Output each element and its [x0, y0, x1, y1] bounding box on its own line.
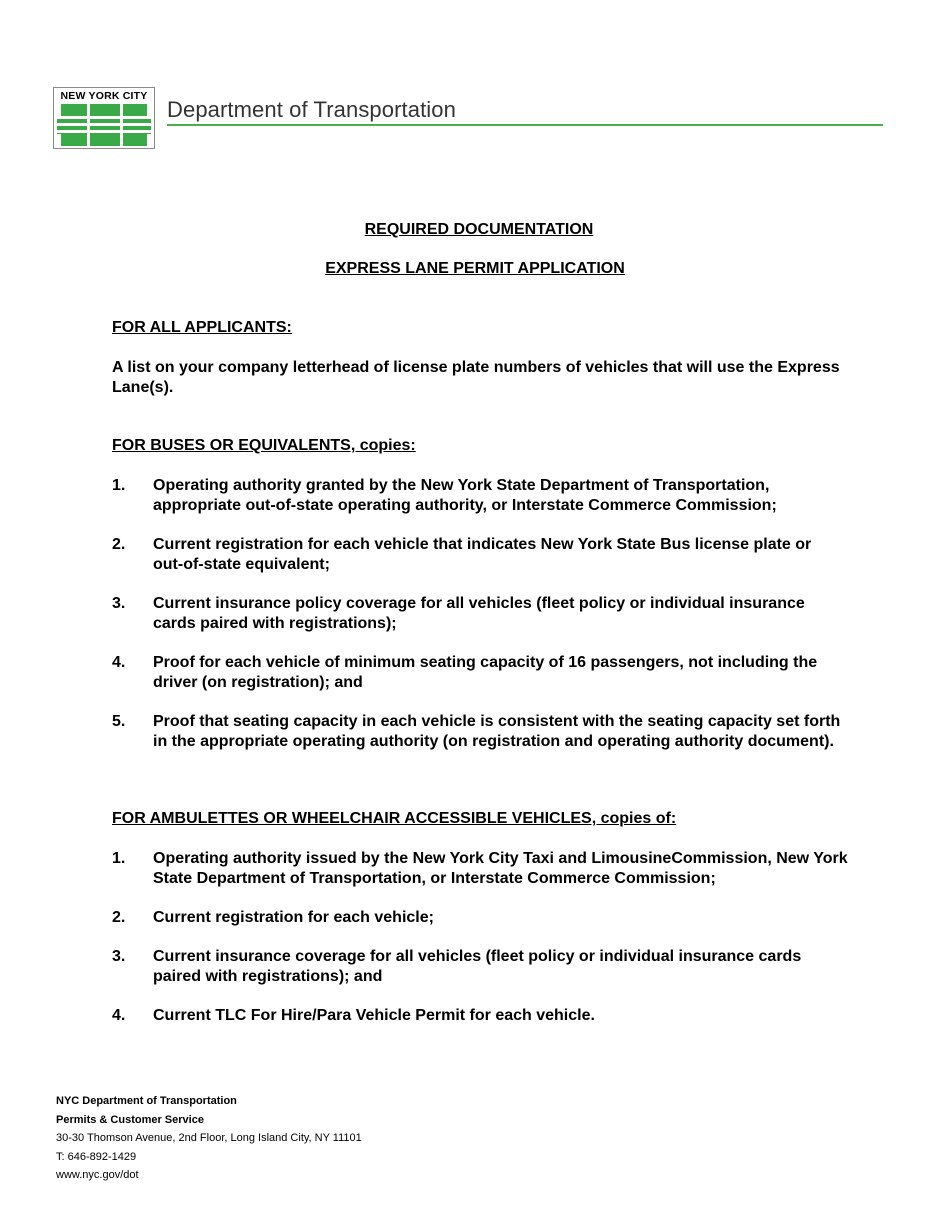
letterhead: [53, 87, 883, 151]
list-item-text: Operating authority granted by the New York State Department of Transportation, appropriate out-of-state operating authority, or Interstate Commerce Commission;: [153, 477, 777, 514]
footer-address: 30-30 Thomson Avenue, 2nd Floor, Long Island City, NY 11101: [56, 1132, 362, 1144]
list-item-number: 2.: [112, 909, 126, 926]
department-name: Department of Transportation: [167, 97, 456, 122]
dot-logo-mark-icon: [57, 104, 151, 146]
list-item-number: 1.: [112, 850, 126, 867]
footer-org: NYC Department of Transportation: [56, 1095, 237, 1107]
logo-text: NEW YORK CITY: [60, 90, 148, 102]
list-item-text: Current registration for each vehicle;: [153, 909, 434, 926]
document-title: REQUIRED DOCUMENTATION: [364, 221, 594, 238]
list-item-number: 4.: [112, 654, 126, 671]
list-item-number: 3.: [112, 948, 126, 965]
list-item-text: Proof that seating capacity in each vehicle is consistent with the seating capacity set forth in the appropriate operating authority (on registration and operating authority document).: [153, 713, 841, 750]
all-applicants-heading: FOR ALL APPLICANTS:: [112, 319, 292, 336]
footer-website: www.nyc.gov/dot: [56, 1169, 139, 1181]
list-item-text: Proof for each vehicle of minimum seating capacity of 16 passengers, not including the driver (on registration); and: [153, 654, 818, 691]
ambulettes-heading: FOR AMBULETTES OR WHEELCHAIR ACCESSIBLE VEHICLES, copies of:: [112, 810, 677, 827]
document-subtitle: EXPRESS LANE PERMIT APPLICATION: [325, 260, 625, 277]
list-item-number: 4.: [112, 1007, 126, 1024]
list-item-number: 5.: [112, 713, 126, 730]
list-item-number: 1.: [112, 477, 126, 494]
header-divider: [167, 124, 883, 126]
nyc-dot-logo: [53, 87, 155, 149]
list-item-text: Current insurance coverage for all vehicles (fleet policy or individual insurance cards paired with registrations); and: [153, 948, 802, 985]
buses-heading: FOR BUSES OR EQUIVALENTS, copies:: [112, 437, 416, 454]
list-item-text: Current insurance policy coverage for all vehicles (fleet policy or individual insurance cards paired with registrations);: [153, 595, 805, 632]
footer-phone: T: 646-892-1429: [56, 1150, 137, 1163]
list-item-text: Current registration for each vehicle that indicates New York State Bus license plate or out-of-state equivalent;: [153, 536, 812, 573]
footer-unit: Permits & Customer Service: [56, 1113, 204, 1126]
list-item-text: Current TLC For Hire/Para Vehicle Permit for each vehicle.: [153, 1007, 595, 1024]
list-item-number: 3.: [112, 595, 126, 612]
list-item-number: 2.: [112, 536, 126, 553]
footer-contact: [56, 1092, 362, 1185]
all-applicants-text: A list on your company letterhead of license plate numbers of vehicles that will use the Express Lane(s).: [112, 359, 840, 396]
list-item-text: Operating authority issued by the New York City Taxi and LimousineCommission, New York State Department of Transportation, or Interstate Commerce Commission;: [153, 850, 848, 887]
